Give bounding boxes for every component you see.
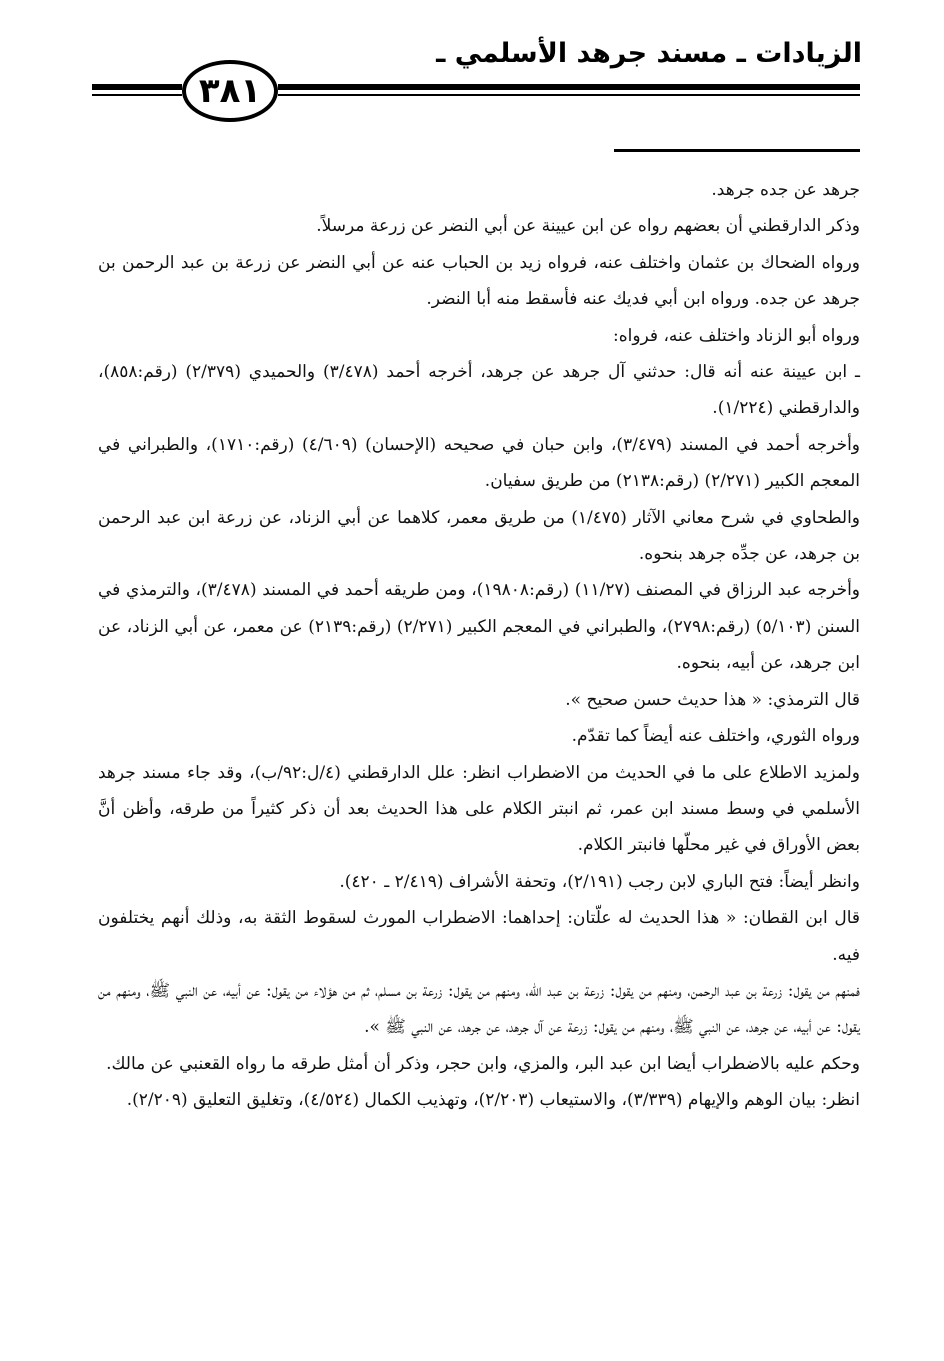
paragraph: وذكر الدارقطني أن بعضهم رواه عن ابن عيينة عن أبي النضر عن زرعة مرسلاً. [316,216,860,237]
paragraph: وانظر أيضاً: فتح الباري لابن رجب (٢/١٩١)، وتحفة الأشراف (٢/٤١٩ ـ ٤٢٠). [339,871,860,892]
running-header-title: الزيادات ـ مسند جرهد الأسلمي ـ [436,38,862,69]
paragraph: ورواه الضحاك بن عثمان واختلف عنه، فرواه زيد بن الحباب عنه عن أبي النضر عن زرعة بن عبد الرحمن بن جرهد عن جده. ورواه ابن أبي فديك عنه فأسقط منه أبا النضر. [98,252,860,310]
paragraph: جرهد عن جده جرهد. [711,180,860,200]
paragraph: انظر: بيان الوهم والإيهام (٣/٣٣٩)، والاستيعاب (٢/٢٠٣)، وتهذيب الكمال (٤/٥٢٤)، وتغليق التعليق (٢/٢٠٩). [126,1090,860,1111]
footnote-separator [614,149,860,152]
page-number-badge [182,60,278,122]
paragraph: وأخرجه أحمد في المسند (٣/٤٧٩)، وابن حبان في صحيحه (الإحسان) (٤/٦٠٩) (رقم:١٧١٠)، والطبراني في المعجم الكبير (٢/٢٧١) (رقم:٢١٣٨) من طريق سفيان. [98,434,861,492]
paragraph: وأخرجه عبد الرزاق في المصنف (١١/٢٧) (رقم:١٩٨٠٨)، ومن طريقه أحمد في المسند (٣/٤٧٨)، والترمذي في السنن (٥/١٠٣) (رقم:٢٧٩٨)، والطبراني في المعجم الكبير (٢/٢٧١) (رقم:٢١٣٩) عن معمر، عن أبي الزناد، عن ابن جرهد، عن أبيه، بنحوه. [98,580,861,674]
paragraph: ورواه أبو الزناد واختلف عنه، فرواه: [612,325,860,346]
header-rule-left-thin [92,94,182,96]
page-number: ٣٨١ [198,71,262,111]
paragraph: ولمزيد الاطلاع على ما في الحديث من الاضطراب انظر: علل الدارقطني (٤/ل:٩٢/ب)، وقد جاء مسند جرهد الأسلمي في وسط مسند ابن عمر، ثم انبتر الكلام على هذا الحديث بعد أن ذكر كثيراً من طرقه، وأظن أنَّ بعض الأوراق في غير محلّها فانبتر الكلام. [98,762,860,856]
header-rule-right [278,84,860,90]
paragraph: فمنهم من يقول: زرعة بن عبد الرحمن، ومنهم من يقول: زرعة بن عبد الله، ومنهم من يقول: زرعة بن مسلم، ثم من هؤلاء من يقول: عن أبيه، عن النبي ﷺ، ومنهم من يقول: عن أبيه، عن جرهد، عن النبي ﷺ، ومنهم من يقول: زرعة عن آل جرهد، عن جرهد، عن النبي ﷺ ». [98,980,860,1038]
header-rule-right-thin [278,94,860,96]
paragraph: وحكم عليه بالاضطراب أيضا ابن عبد البر، والمزي، وابن حجر، وذكر أن أمثل طرقه ما رواه القعنبي عن مالك. [106,1053,860,1074]
paragraph: ـ ابن عيينة عنه أنه قال: حدثني آل جرهد عن جرهد، أخرجه أحمد (٣/٤٧٨) والحميدي (٢/٣٧٩) (رقم:٨٥٨)، والدارقطني (١/٢٢٤). [98,362,860,419]
paragraph: قال الترمذي: « هذا حديث حسن صحيح ». [565,689,860,710]
header-rule-left [92,84,182,90]
paragraph: قال ابن القطان: « هذا الحديث له علّتان: إحداهما: الاضطراب المورث لسقوط الثقة به، وذلك أنهم يختلفون فيه. [98,908,860,965]
paragraph: والطحاوي في شرح معاني الآثار (١/٤٧٥) من طريق معمر، كلاهما عن أبي الزناد، عن زرعة ابن عبد الرحمن بن جرهد، عن جدِّه جرهد بنحوه. [98,507,861,565]
paragraph: ورواه الثوري، واختلف عنه أيضاً كما تقدّم. [571,726,860,747]
footnote-body [98,172,860,1119]
